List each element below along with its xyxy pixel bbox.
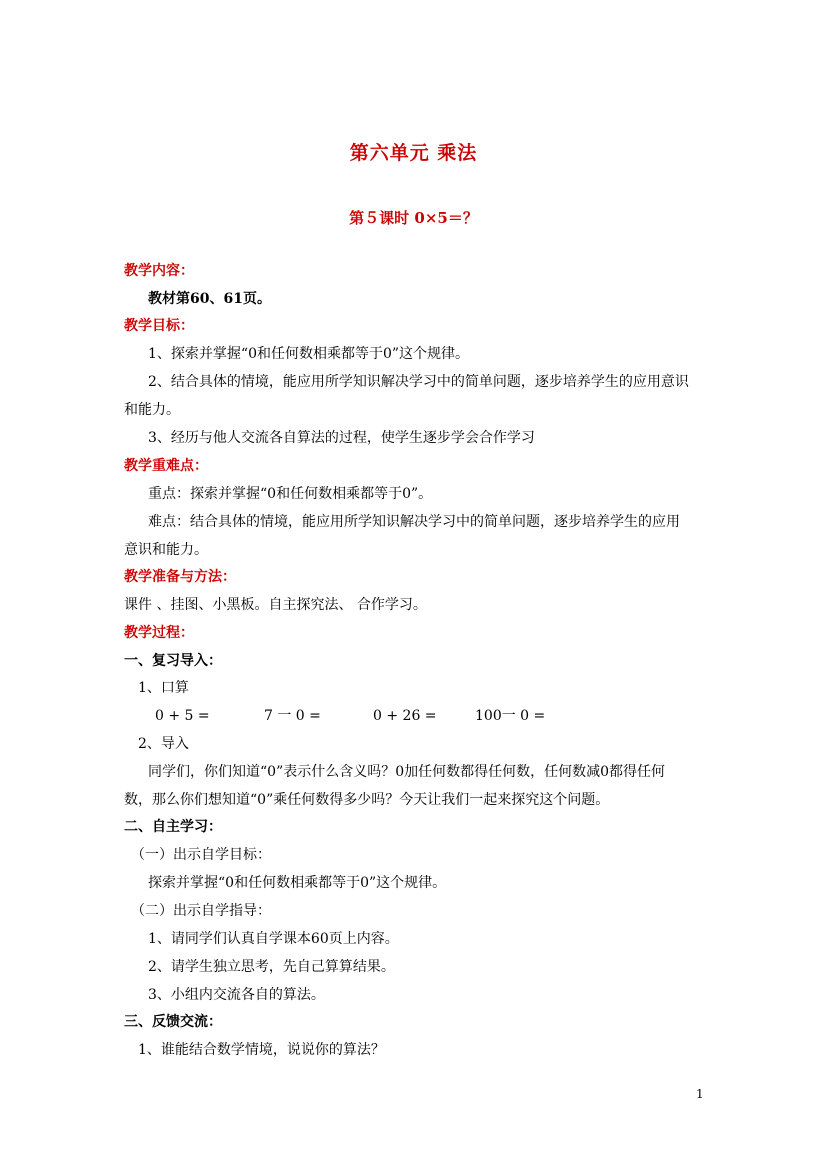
prep-text: 课件 、挂图、小黑板。自主探究法、 合作学习。: [124, 597, 427, 613]
page-number: 1: [696, 1087, 704, 1101]
lesson-subtitle: 第５课时 0×5＝？: [349, 209, 478, 227]
part-2-sub-2: （二）出示自学指导：: [131, 903, 271, 919]
part-1-heading: 一、复习导入：: [124, 653, 222, 669]
part-2-sub-1: （一）出示自学目标：: [131, 847, 271, 863]
calc-2: 7 一 0 =: [264, 708, 321, 724]
document-title: 第六单元 乘法: [349, 142, 478, 164]
content-heading: 教学内容：: [124, 263, 194, 279]
content-text: 教材第60、61页。: [148, 291, 271, 307]
guide-2: 2、请学生独立思考，先自己算算结果。: [148, 959, 395, 975]
prep-heading: 教学准备与方法：: [124, 569, 236, 585]
guide-1: 1、请同学们认真自学课本60页上内容。: [148, 931, 399, 947]
part-1-item-2: 2、导入: [138, 736, 189, 752]
goal-2-line-1: 2、结合具体的情境，能应用所学知识解决学习中的简单问题，逐步培养学生的应用意识: [148, 374, 689, 390]
goals-heading: 教学目标：: [124, 318, 194, 334]
part-1-item-1: 1、口算: [138, 680, 189, 696]
calc-3: 0 + 26 =: [373, 708, 437, 724]
part-3-item-1: 1、谁能结合数学情境，说说你的算法？: [138, 1042, 385, 1058]
calc-1: 0 + 5 =: [155, 708, 210, 724]
calc-4: 100一 0 =: [475, 708, 546, 724]
key-point: 重点：探索并掌握“0和任何数相乘都等于0”。: [148, 486, 433, 502]
hard-point-line-2: 意识和能力。: [124, 542, 208, 558]
process-heading: 教学过程：: [124, 625, 194, 641]
intro-line-2: 数，那么你们想知道“0”乘任何数得多少吗？今天让我们一起来探究这个问题。: [124, 792, 610, 808]
goal-1: 1、探索并掌握“0和任何数相乘都等于0”这个规律。: [148, 346, 470, 362]
goal-3: 3、经历与他人交流各自算法的过程，使学生逐步学会合作学习: [148, 430, 535, 446]
part-2-sub-1-text: 探索并掌握“0和任何数相乘都等于0”这个规律。: [148, 875, 447, 891]
part-3-heading: 三、反馈交流：: [124, 1014, 222, 1030]
hard-point-line-1: 难点：结合具体的情境，能应用所学知识解决学习中的简单问题，逐步培养学生的应用: [148, 514, 680, 530]
goal-2-line-2: 和能力。: [124, 402, 180, 418]
intro-line-1: 同学们，你们知道“0”表示什么含义吗？0加任何数都得任何数，任何数减0都得任何: [148, 764, 666, 780]
guide-3: 3、小组内交流各自的算法。: [148, 987, 325, 1003]
key-points-heading: 教学重难点：: [124, 458, 208, 474]
part-2-heading: 二、自主学习：: [124, 819, 222, 835]
